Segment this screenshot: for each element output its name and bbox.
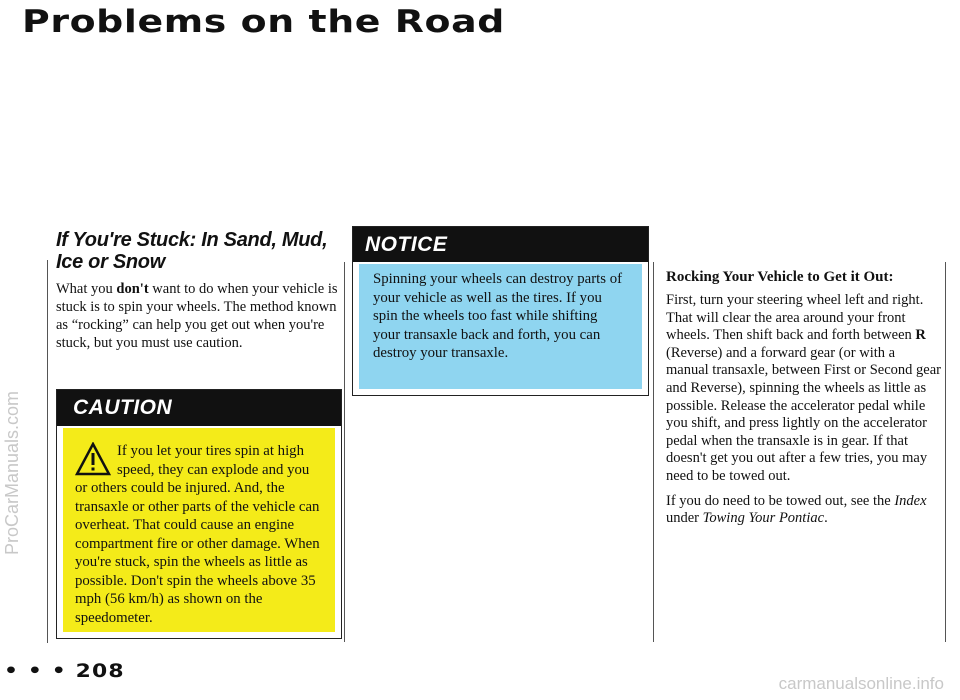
towing-text-end: . — [824, 510, 828, 527]
reverse-gear-letter: R — [915, 327, 926, 344]
caution-text: If you let your tires spin at high speed, they can explode and you or others could be injured. And, the transaxle or other parts of the vehicle can overheat. That could cause an engine compartment fire or other damage. When you're stuck, spin the wheels as little as possible. Don't spin the wheels above 35 mph (56 km/h) as shown on the speedometer. — [75, 443, 320, 626]
notice-body — [359, 264, 642, 389]
notice-box — [352, 226, 649, 396]
column-rule-right — [653, 262, 654, 642]
intro-text-end: want to do when your vehicle is stuck is to spin your wheels. The method known as “rocking” can help you get out when you're stuck, but you must use caution. — [56, 281, 338, 351]
column-rule-left — [47, 260, 48, 643]
index-reference: Index — [894, 492, 927, 509]
notice-text: Spinning your wheels can destroy parts of your vehicle as well as the tires. If you spin the wheels too fast while shifting your transaxle back and forth, you can destroy your transaxle. — [373, 271, 623, 361]
caution-box — [56, 389, 342, 639]
towing-text-start: If you do need to be towed out, see the — [666, 492, 895, 509]
rocking-heading: Rocking Your Vehicle to Get it Out: — [666, 269, 894, 285]
column-rule-edge — [945, 262, 946, 642]
intro-paragraph — [56, 280, 338, 352]
caution-label: CAUTION — [57, 390, 341, 426]
towing-text-middle: under — [666, 510, 703, 527]
towing-paragraph — [666, 493, 941, 528]
towing-reference: Towing Your Pontiac — [702, 510, 825, 527]
side-watermark-text: ProCarManuals.com — [2, 390, 22, 555]
caution-body — [63, 428, 335, 632]
bottom-watermark: carmanualsonline.info — [778, 674, 944, 693]
page-title: Problems on the Road — [22, 4, 505, 40]
rocking-section — [666, 268, 941, 535]
rocking-text-end: (Reverse) and a forward gear (or with a manual transaxle, between First or Second gear and Reverse), spinning the wheels as little as possible. Release the accelerator pedal while you shift, and press lightly on the accelerator pedal when the transaxle is in gear. If that doesn't get you out after a few tries, you may need to be towed out. — [666, 344, 942, 484]
notice-label: NOTICE — [353, 227, 648, 262]
page-number: • • • 208 — [4, 660, 125, 682]
section-heading: If You're Stuck: In Sand, Mud, Ice or Snow — [56, 229, 328, 273]
warning-triangle-icon — [75, 442, 111, 476]
column-rule-middle — [344, 262, 345, 642]
side-watermark — [2, 255, 24, 555]
rocking-paragraph — [666, 292, 941, 486]
rocking-text-start: First, turn your steering wheel left and right. That will clear the area around your front wheels. Then shift back and forth between — [666, 292, 924, 344]
intro-emphasis: don't — [116, 281, 149, 297]
intro-text-start: What you — [56, 281, 117, 297]
